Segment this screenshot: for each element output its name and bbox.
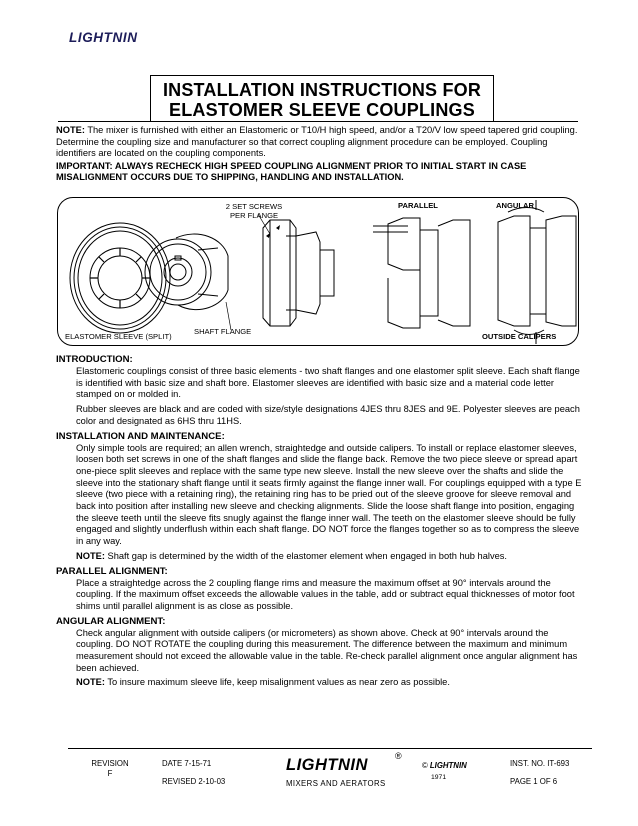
angular-note (76, 677, 586, 689)
copyright-symbol: © (422, 761, 428, 770)
footer-inst (510, 759, 569, 787)
revision-value: F (107, 769, 113, 778)
footer-copyright (422, 761, 467, 770)
coupling-figure (57, 197, 579, 346)
label-set-screws-line1: 2 SET SCREWS (225, 202, 283, 211)
note-label: NOTE: (56, 125, 85, 135)
title-line-1: INSTALLATION INSTRUCTIONS FOR (162, 80, 482, 100)
lightnin-logo (68, 28, 154, 46)
svg-text:LIGHTNIN: LIGHTNIN (69, 30, 138, 45)
parallel-paragraph: Place a straightedge across the 2 coupling flange rims and measure the maximum offset at 90° intervals around the coupling. If the maximum offset exceeds the allowable values in the table, add or subtract equal thicknesses of motor foot shims until parallel alignment is as close as possible. (76, 577, 575, 611)
label-outside-calipers: OUTSIDE CALIPERS (482, 332, 557, 341)
angular-paragraph: Check angular alignment with outside calipers (or micrometers) as shown above. Check at 90° intervals around the coupling. DO NOT ROTATE the coupling during this measurement. The difference between the maximum and minimum measurement should not exceed the allowable value in the table. Re-check parallel alignment once angular alignment has been achieved. (76, 627, 578, 673)
install-note-label: NOTE: (76, 550, 105, 561)
label-parallel: PARALLEL (398, 201, 438, 210)
footer-revision (88, 759, 132, 779)
label-shaft-flange: SHAFT FLANGE (194, 327, 252, 336)
label-angular: ANGULAR (496, 201, 534, 210)
parallel-heading: PARALLEL ALIGNMENT: (56, 565, 168, 577)
intro-paragraph-1: Elastomeric couplings consist of three basic elements - two shaft flanges and one elastomer split sleeve. Each shaft flange is identified with basic size and shaft bore. Elastomer sleeves are identified with basic size and a material code letter stamped on or molded in. (76, 366, 580, 400)
page-number: PAGE 1 OF 6 (510, 777, 558, 786)
intro-heading: INTRODUCTION: (56, 354, 133, 365)
footer-dates (162, 759, 225, 787)
angular-note-label: NOTE: (76, 677, 105, 688)
header-rule (58, 121, 578, 122)
important-paragraph: IMPORTANT: ALWAYS RECHECK HIGH SPEED COUPLING ALIGNMENT PRIOR TO INITIAL START IN CASE MISALIGNMENT OCCURS DUE TO SHIPPING, HANDLING AND INSTALLATION. (56, 160, 527, 183)
copyright-year: 1971 (431, 774, 447, 781)
registered-mark: ® (395, 751, 402, 761)
date-text: DATE 7-15-71 (162, 759, 212, 768)
footer-brand: LIGHTNIN (286, 756, 368, 774)
title-box (150, 75, 494, 122)
label-set-screws (204, 203, 304, 220)
install-paragraph: Only simple tools are required; an allen wrench, straightedge and outside calipers. To install or replace elastomer sleeves, loosen both set screws in one of the shaft flanges and slide the flange back. Remove the two piece sleeve or spread apart one-piece split sleeves and replace with the same type new sleeve. Install the new sleeve over the shafts and slide the sleeve into the stationary shaft flange until it seats firmly against the flange inner wall. For couplings equipped with a type E sleeve (two piece with a retaining ring), the retaining ring has to be pried out of the sleeve groove for sleeve removal and back into position after installing new sleeve and checking alignments. Slide the loose shaft flange into position, engaging the sleeve teeth until the sleeve fits snugly against the flange inner wall. The teeth on the elastomer sleeve should be fully engaged and slightly underflush within each shaft flange. DO NOT force the flanges together so as to compress the sleeve in any way. (76, 442, 582, 547)
note-text: The mixer is furnished with either an Elastomeric or T10/H high speed, and/or a T20/V low speed tapered grid coupling. Determine the coupling size and manufacturer so that correct coupling alignment procedure can be employed. Coupling identifiers are located on the coupling components. (56, 125, 578, 159)
revision-label: REVISION (91, 759, 129, 768)
install-heading: INSTALLATION AND MAINTENANCE: (56, 430, 225, 442)
angular-note-text: To insure maximum sleeve life, keep misalignment values as near zero as possible. (104, 677, 450, 688)
angular-heading: ANGULAR ALIGNMENT: (56, 615, 166, 627)
label-set-screws-line2: PER FLANGE (229, 210, 279, 220)
label-elastomer-sleeve: ELASTOMER SLEEVE (SPLIT) (65, 332, 172, 341)
note-paragraph (56, 125, 584, 160)
copyright-brand: LIGHTNIN (429, 761, 467, 770)
footer-subtitle: MIXERS AND AERATORS (286, 779, 386, 788)
title-line-2: ELASTOMER SLEEVE COUPLINGS (169, 100, 475, 120)
revised-text: REVISED 2-10-03 (162, 777, 226, 786)
install-note (76, 551, 586, 563)
intro-paragraph-2: Rubber sleeves are black and are coded with size/style designations 4JES thru 8JES and 9E. Polyester sleeves are peach color and designated as 6HS thru 11HS. (76, 404, 580, 426)
coupling-illustration (58, 198, 579, 346)
body-text (56, 354, 586, 692)
inst-number: INST. NO. IT-693 (510, 759, 570, 768)
install-note-text: Shaft gap is determined by the width of the elastomer element when engaged in both hub halves. (104, 550, 508, 561)
note-block (56, 125, 584, 184)
footer (68, 748, 592, 799)
